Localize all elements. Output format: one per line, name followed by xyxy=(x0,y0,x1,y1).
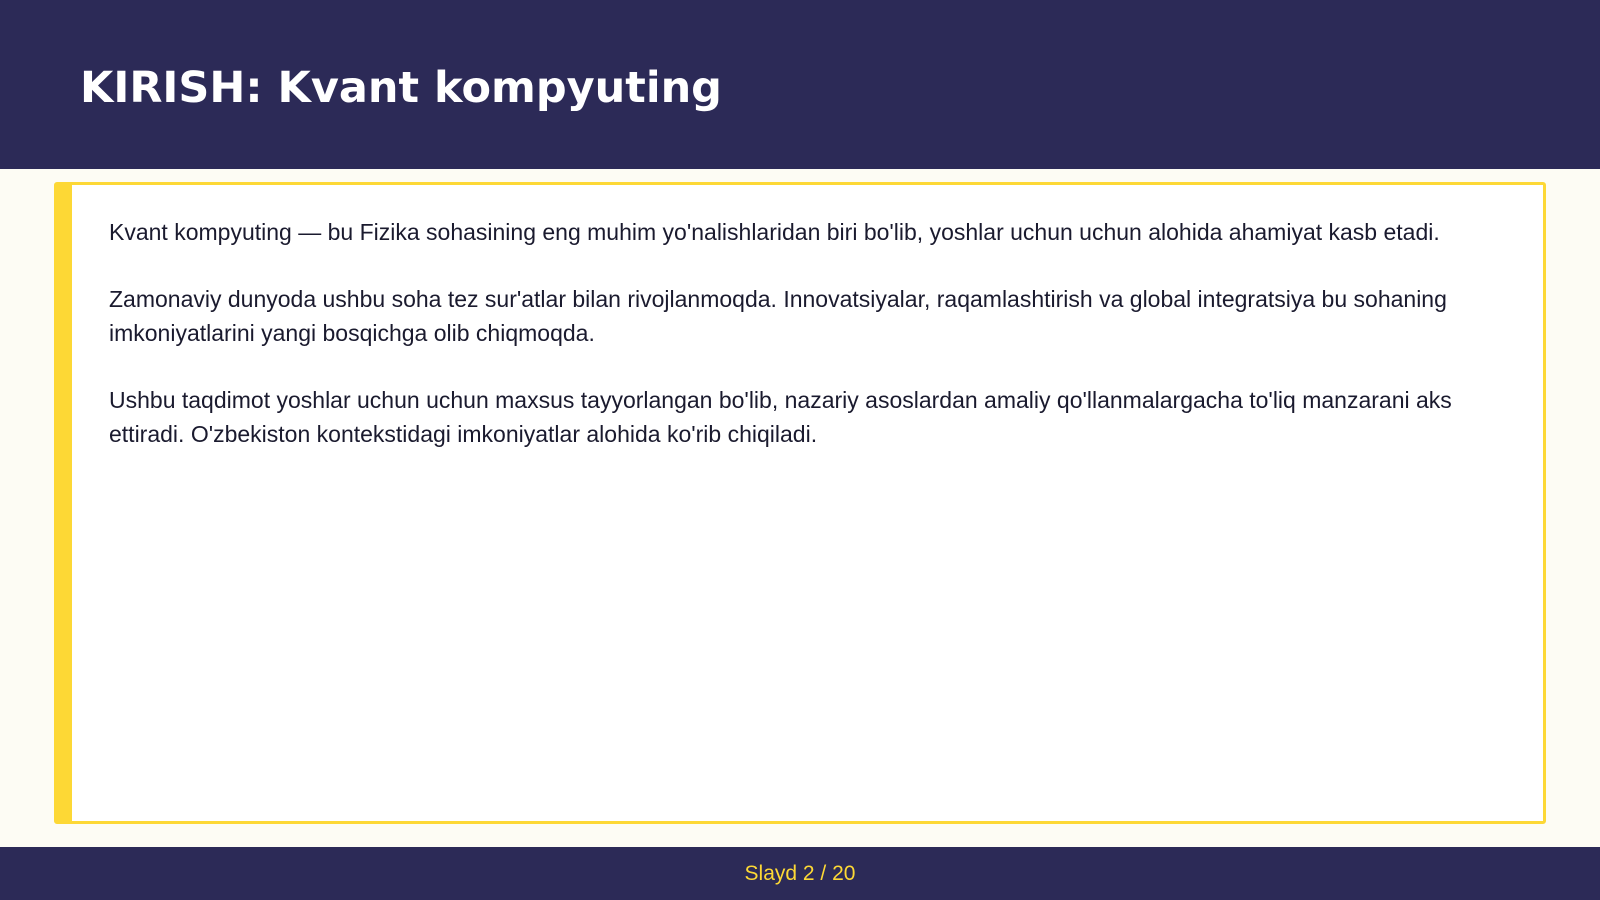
slide-footer xyxy=(0,847,1600,900)
paragraph-1: Kvant kompyuting — bu Fizika sohasining eng muhim yo'nalishlaridan biri bo'lib, yoshlar uchun uchun alohida ahamiyat kasb etadi. xyxy=(109,219,1440,245)
content-panel xyxy=(54,182,1546,824)
paragraph-2: Zamonaviy dunyoda ushbu soha tez sur'atlar bilan rivojlanmoqda. Innovatsiyalar, raqamlashtirish va global integratsiya bu sohaning imkoniyatlarini yangi bosqichga olib chiqmoqda. xyxy=(109,286,1447,346)
slide-counter: Slayd 2 / 20 xyxy=(744,862,856,885)
paragraph-3: Ushbu taqdimot yoshlar uchun uchun maxsus tayyorlangan bo'lib, nazariy asoslardan amaliy qo'llanmalargacha to'liq manzarani aks ettiradi. O'zbekiston kontekstidagi imkoniyatlar alohida ko'rib chiqiladi. xyxy=(109,387,1452,447)
slide-title: KIRISH: Kvant kompyuting xyxy=(80,63,722,113)
content-text xyxy=(109,215,1484,484)
slide-header xyxy=(0,0,1600,169)
